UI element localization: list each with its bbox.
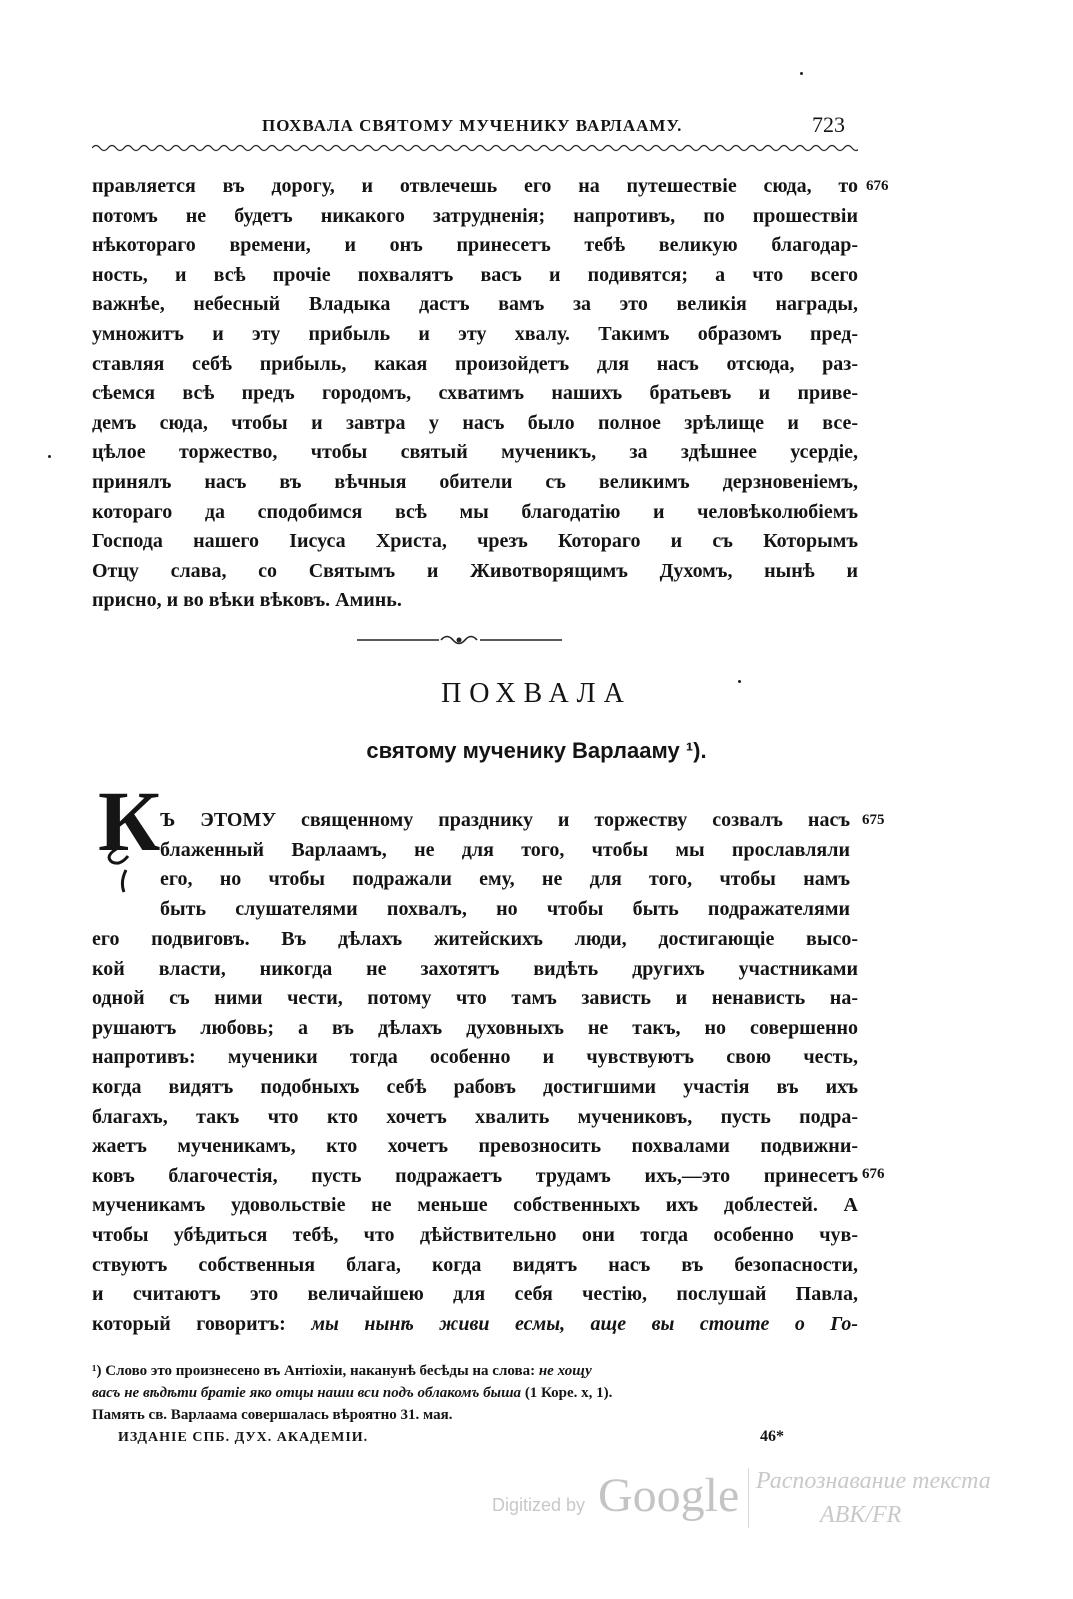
text-line: и считаютъ это величайшею для себя честію, послушай Павла, — [92, 1283, 858, 1306]
text-line: ставляя себѣ прибыль, какая произойдетъ для насъ отсюда, раз- — [92, 352, 858, 375]
header-wavy-rule — [92, 142, 858, 154]
footnote-italic: васъ не вѣдѣти братіе яко отцы наши вси подъ облакомъ быша — [92, 1385, 522, 1401]
dropcap-letter: К — [98, 773, 160, 869]
ocr-credit: Распознавание текста — [756, 1468, 991, 1494]
text-line: Ъ ЭТОМУ священному празднику и торжеству созвалъ насъ — [160, 809, 850, 831]
text-line: Господа нашего Іисуса Христа, чрезъ Котораго и съ Которымъ — [92, 530, 858, 553]
scan-speck — [48, 455, 51, 458]
scan-speck — [738, 680, 741, 683]
text-line: напротивъ: мученики тогда особенно и чувствуютъ свою честь, — [92, 1046, 858, 1069]
text-line: одной съ ними чести, потому что тамъ зависть и ненависть на- — [92, 987, 858, 1010]
text-line: принялъ насъ въ вѣчныя обители съ великимъ дерзновеніемъ, — [92, 470, 858, 493]
dropcap-ornament — [96, 770, 160, 900]
google-logo: Google — [598, 1469, 740, 1522]
footnote-line — [92, 1382, 858, 1404]
page-number: 723 — [812, 112, 845, 137]
paragraph-2 — [92, 925, 858, 1339]
signature-mark: 46* — [760, 1428, 784, 1445]
text-line: рушаютъ любовь; а въ дѣлахъ духовныхъ не такъ, но совершенно — [92, 1016, 858, 1039]
text-line: цѣлое торжество, чтобы святый мученикъ, за здѣшнее усердіе, — [92, 441, 858, 464]
footnote-line: Память св. Варлаама совершалась вѣроятно 31. мая. — [92, 1407, 453, 1423]
margin-note: 676 — [862, 1166, 885, 1182]
watermark-divider — [748, 1468, 749, 1528]
text-line: ковъ благочестія, пусть подражаетъ трудамъ ихъ,—это принесетъ — [92, 1164, 858, 1187]
footnote-italic: не хощу — [538, 1363, 592, 1379]
text-line: кой власти, никогда не захотятъ видѣть другихъ участниками — [92, 957, 858, 980]
ornament-divider — [357, 632, 562, 648]
text-line: котораго да сподобимся всѣ мы благодатію и человѣколюбіемъ — [92, 500, 858, 523]
footnote-line — [92, 1360, 858, 1382]
text-line: его, но чтобы подражали ему, не для того, чтобы намъ — [160, 868, 850, 891]
text-line: сѣемся всѣ предъ городомъ, схватимъ нашихъ братьевъ и приве- — [92, 382, 858, 405]
footnote — [92, 1360, 858, 1426]
footnote-text: ¹) Слово это произнесено въ Антіохіи, наканунѣ бесѣды на слова: — [92, 1363, 539, 1379]
text-line: когда видятъ подобныхъ себѣ рабовъ достигшими участія въ ихъ — [92, 1075, 858, 1098]
footnote-text: (1 Коре. х, 1). — [521, 1385, 613, 1401]
text-span: который говоритъ: — [92, 1312, 312, 1335]
text-line: ствуютъ собственныя блага, когда видятъ насъ въ безопасности, — [92, 1253, 858, 1276]
text-line — [92, 1310, 858, 1340]
margin-note: 676 — [866, 178, 889, 194]
paragraph-1 — [92, 172, 858, 616]
section-title: ПОХВАЛА — [441, 678, 632, 709]
text-line: благахъ, такъ что кто хочетъ хвалить мучениковъ, пусть подра- — [92, 1105, 858, 1128]
text-line: важнѣе, небесный Владыка дастъ вамъ за это великія награды, — [92, 293, 858, 316]
publisher-imprint: ИЗДАНІЕ СПБ. ДУХ. АКАДЕМІИ. — [118, 1430, 369, 1445]
running-header: ПОХВАЛА СВЯТОМУ МУЧЕНИКУ ВАРЛААМУ. — [262, 116, 683, 135]
text-line: его подвиговъ. Въ дѣлахъ житейскихъ люди, достигающіе высо- — [92, 928, 858, 950]
text-line: ность, и всѣ прочіе похвалятъ васъ и подивятся; а что всего — [92, 263, 858, 286]
text-line: Отцу слава, со Святымъ и Животворящимъ Духомъ, нынѣ и — [92, 559, 858, 582]
text-line: потомъ не будетъ никакого затрудненія; напротивъ, по прошествіи — [92, 204, 858, 227]
scan-speck — [800, 72, 803, 75]
margin-note: 675 — [862, 812, 885, 828]
digitized-by-label: Digitized by — [492, 1495, 586, 1515]
text-line: блаженный Варлаамъ, не для того, чтобы мы прославляли — [160, 838, 850, 861]
paragraph-2-indented — [160, 806, 850, 924]
text-line: жаетъ мученикамъ, кто хочетъ превозносить похвалами подвижни- — [92, 1135, 858, 1158]
text-line: быть слушателями похвалъ, но чтобы быть подражателями — [160, 897, 850, 920]
quotation-italic: мы нынѣ живи есмы, аще вы стоите о Го- — [311, 1312, 858, 1335]
section-subtitle: святому мученику Варлааму ¹). — [366, 738, 707, 763]
text-line: умножитъ и эту прибыль и эту хвалу. Такимъ образомъ пред- — [92, 322, 858, 345]
text-line: чтобы убѣдиться тебѣ, что дѣйствительно они тогда особенно чув- — [92, 1223, 858, 1246]
text-line: нѣкотораго времени, и онъ принесетъ тебѣ великую благодар- — [92, 234, 858, 257]
text-line: мученикамъ удовольствіе не меньше собственныхъ ихъ доблестей. А — [92, 1194, 858, 1217]
text-line: демъ сюда, чтобы и завтра у насъ было полное зрѣлище и все- — [92, 411, 858, 434]
text-line: правляется въ дорогу, и отвлечешь его на путешествіе сюда, то — [92, 175, 858, 197]
text-line: присно, и во вѣки вѣковъ. Аминь. — [92, 589, 402, 612]
ocr-credit-initials: ABK/FR — [820, 1502, 902, 1528]
